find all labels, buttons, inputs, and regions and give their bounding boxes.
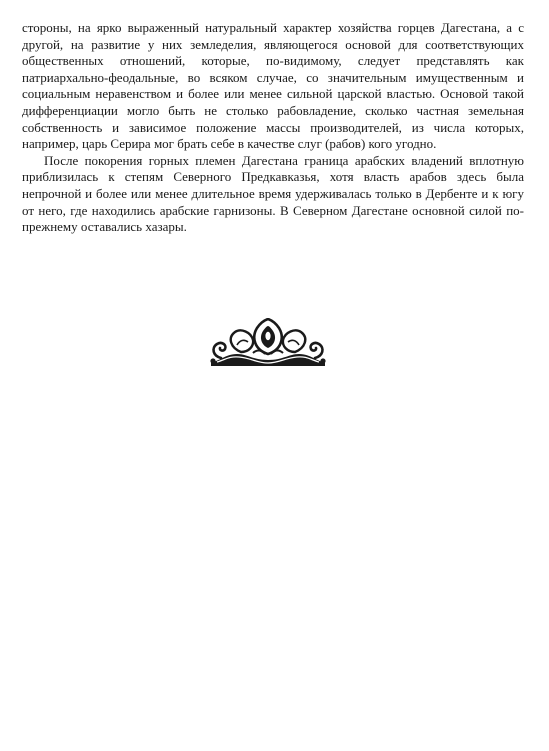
paragraph-continuation: стороны, на ярко выраженный натуральный характер хозяйства горцев Дагестана, а с другой, на развитие у них земледелия, являющегося основой для соответствующих общественных отношений, которые, по-видимому, следует представлять как патриархально-феодальные, во всяком случае, со значительным имущественным и социальным неравенством и более или менее сильной царской властью. Основой такой дифференциации могло быть не столько рабовладение, сколько частная земельная собственность и зависимое положение массы производителей, из числа которых, например, царь Серира мог брать себе в качестве слуг (рабов) кого угодно. [22,20,524,152]
floral-ornament-icon [207,318,329,368]
body-text [22,20,524,236]
paragraph-arab-border: После покорения горных племен Дагестана граница арабских владений вплотную приблизилась к степям Северного Предкавказья, хотя власть арабов здесь была непрочной и более или менее длительное время удерживалась только в Дербенте и к югу от него, где находились арабские гарнизоны. В Северном Дагестане основной силой по-прежнему оставались хазары. [22,152,524,235]
